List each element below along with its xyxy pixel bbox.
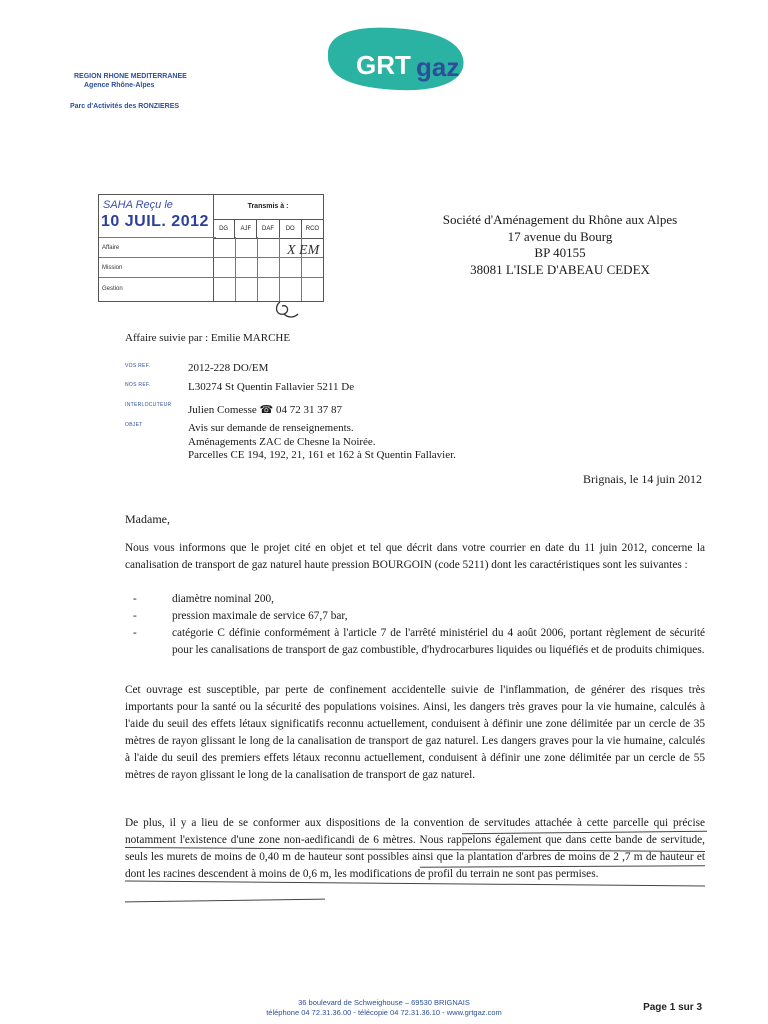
list-item: - diamètre nominal 200, — [125, 591, 705, 608]
characteristics-list — [125, 591, 705, 659]
stamp-transmis: Transmis à : — [247, 203, 289, 210]
stamp-received: SAHA Reçu le — [103, 199, 173, 211]
sender-agency: Agence Rhône-Alpes — [84, 82, 155, 89]
affaire-line: Affaire suivie par : Emilie MARCHE — [125, 332, 291, 344]
stamp-col: DO — [280, 220, 302, 238]
interlocuteur-label: INTERLOCUTEUR — [125, 402, 172, 408]
sender-park: Parc d'Activités des RONZIERES — [70, 103, 180, 110]
stamp-date: 10 JUIL. 2012 — [101, 213, 209, 230]
handwritten-underline — [125, 899, 325, 903]
stamp-left — [99, 195, 214, 301]
paragraph-intro: Nous vous informons que le projet cité en objet et tel que décrit dans votre courrier en date du 11 juin 2012, concerne la canalisation de transport de gaz naturel haute pression BOURGOIN (code 5211) dont les caractéristiques sont les suivantes : — [125, 542, 705, 571]
stamp-col: DG — [213, 220, 235, 238]
grtgaz-logo — [318, 24, 468, 94]
nos-ref-label: NOS REF. — [125, 382, 151, 388]
interlocuteur-value: Julien Comesse ☎ 04 72 31 37 87 — [188, 404, 342, 416]
recipient-street: 17 avenue du Bourg — [507, 228, 613, 244]
objet-line: Aménagements ZAC de Chesne la Noirée. — [188, 435, 376, 448]
sender-block — [70, 72, 187, 111]
objet-block — [188, 422, 456, 463]
handwritten-mark-icon — [272, 298, 300, 327]
nos-ref-value: L30274 St Quentin Fallavier 5211 De — [188, 381, 355, 393]
salutation: Madame, — [125, 512, 170, 526]
stamp-columns — [213, 219, 323, 239]
stamp-col: AJF — [235, 220, 257, 238]
footer-line: 36 boulevard de Schweighouse – 69530 BRIGNAIS — [298, 998, 470, 1007]
objet-line: Parcelles CE 194, 192, 21, 161 et 162 à St Quentin Fallavier. — [188, 449, 456, 461]
footer-line: téléphone 04 72.31.36.00 - télécopie 04 72.31.36.10 - www.grtgaz.com — [266, 1008, 502, 1017]
vos-ref-value: 2012-228 DO/EM — [188, 362, 269, 374]
vos-ref-label: VOS REF. — [125, 363, 151, 369]
date-line: Brignais, le 14 juin 2012 — [583, 472, 702, 486]
stamp-handwriting: X EM — [287, 243, 320, 258]
paragraph-risks: Cet ouvrage est susceptible, par perte de confinement accidentelle suivie de l'inflammation, de générer des risques très importants pour la santé ou la sécurité des populations voisines. Ainsi, les dangers très graves pour la vie humaine, calculés à l'aide du seuil des effets létaux significatifs reconnu actuellement, conduisent à définir une zone délimitée par un cercle de 35 mètres de rayon glissant le long de la canalisation de transport de gaz naturel. Les dangers graves pour la vie humaine, calculés à l'aide du seuil des premiers effets létaux reconnu actuellement, conduisent à définir une zone délimitée par un cercle de 55 mètres de rayon glissant le long de la canalisation de transport de gaz naturel. — [125, 684, 705, 781]
recipient-city: 38081 L'ISLE D'ABEAU CEDEX — [470, 261, 650, 277]
recipient-bp: BP 40155 — [534, 245, 586, 260]
list-item: - pression maximale de service 67,7 bar, — [125, 608, 705, 625]
page-number: Page 1 sur 3 — [643, 1002, 702, 1013]
paragraph-servitude: De plus, il y a lieu de se conformer aux dispositions de la convention de servitudes attachée à cette parcelle qui précise notamment l'existence d'une zone non-aedificandi de 6 mètres. Nous rappelons également que dans cette bande de servitude, seuls les murets de moins de 0,40 m de hauteur sont possibles ainsi que la plantation d'arbres de moins de 2 ,7 m de hauteur et dont les racines descendent à moins de 0,6 m, les modifications de profil du terrain ne sont pas permises. — [125, 817, 705, 880]
objet-line: Avis sur demande de renseignements. — [188, 422, 354, 434]
stamp-col: RCO — [305, 226, 320, 232]
recipient-address — [400, 212, 720, 278]
stamp-col: DAF — [257, 220, 279, 238]
recipient-name: Société d'Aménagement du Rhône aux Alpes — [442, 212, 678, 227]
reception-stamp — [98, 194, 324, 302]
stamp-row: Mission — [99, 257, 216, 278]
stamp-row: Gestion — [99, 277, 216, 300]
stamp-row: Affaire — [99, 237, 216, 258]
logo-text-gaz: gaz — [416, 52, 460, 82]
list-item: - catégorie C définie conformément à l'article 7 de l'arrêté ministériel du 4 août 2006, portant règlement de sécurité pour les canalisations de transport de gaz combustible, d'hydrocarbures liquides ou liquéfiés et de produits chimiques. — [125, 625, 705, 659]
sender-region: REGION RHONE MEDITERRANEE — [74, 73, 187, 80]
logo-text-grt: GRT — [356, 50, 411, 80]
objet-label: OBJET — [125, 422, 143, 428]
